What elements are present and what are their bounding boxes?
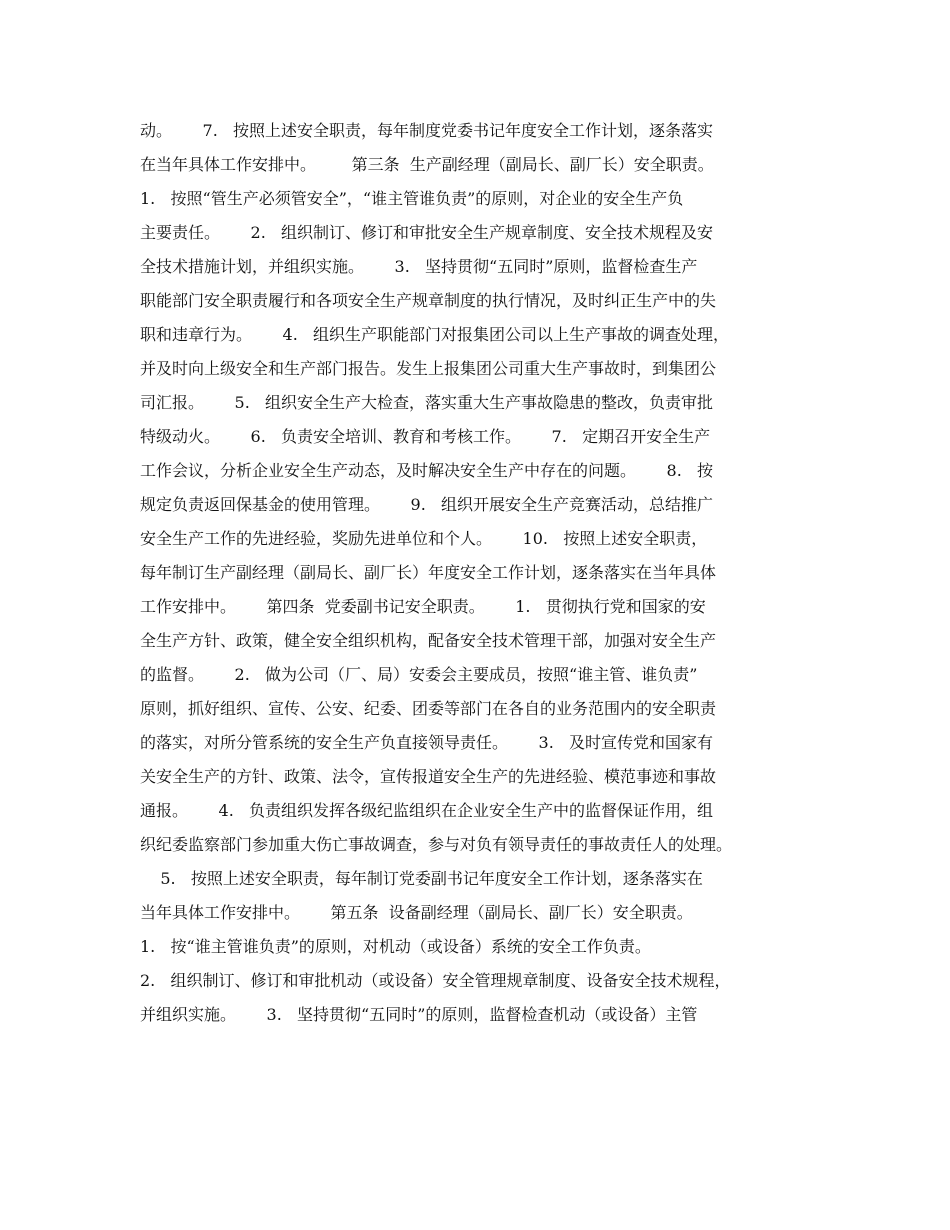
text-line: 职能部门安全职责履行和各项安全生产规章制度的执行情况，及时纠正生产中的失 bbox=[140, 291, 717, 310]
text-line: 1. 按“谁主管谁负责”的原则，对机动（或设备）系统的安全工作负责。 bbox=[140, 937, 651, 956]
text-line: 在当年具体工作安排中。 第三条 生产副经理（副局长、副厂长）安全职责。 bbox=[140, 155, 714, 174]
text-line: 职和违章行为。 4. 组织生产职能部门对报集团公司以上生产事故的调查处理， bbox=[140, 325, 730, 344]
text-line: 5. 按照上述安全职责，每年制订党委副书记年度安全工作计划，逐条落实在 bbox=[140, 869, 703, 888]
text-line: 原则，抓好组织、宣传、公安、纪委、团委等部门在各自的业务范围内的安全职责 bbox=[140, 699, 717, 718]
text-line: 通报。 4. 负责组织发挥各级纪监组织在企业安全生产中的监督保证作用，组 bbox=[140, 801, 714, 820]
text-line: 并及时向上级安全和生产部门报告。发生上报集团公司重大生产事故时，到集团公 bbox=[140, 359, 717, 378]
text-line: 安全生产工作的先进经验，奖励先进单位和个人。 10. 按照上述安全职责， bbox=[140, 529, 708, 548]
text-line: 每年制订生产副经理（副局长、副厂长）年度安全工作计划，逐条落实在当年具体 bbox=[140, 563, 717, 582]
text-line: 全技术措施计划，并组织实施。 3. 坚持贯彻“五同时”原则，监督检查生产 bbox=[140, 257, 698, 276]
body-text bbox=[140, 114, 820, 1032]
text-line: 的监督。 2. 做为公司（厂、局）安委会主要成员，按照“谁主管、谁负责” bbox=[140, 665, 698, 684]
text-line: 织纪委监察部门参加重大伤亡事故调查，参与对负有领导责任的事故责任人的处理。 bbox=[140, 835, 733, 854]
text-line: 动。 7. 按照上述安全职责，每年制度党委书记年度安全工作计划，逐条落实 bbox=[140, 121, 714, 140]
text-line: 工作会议，分析企业安全生产动态，及时解决安全生产中存在的问题。 8. 按 bbox=[140, 461, 714, 480]
text-line: 并组织实施。 3. 坚持贯彻“五同时”的原则，监督检查机动（或设备）主管 bbox=[140, 1005, 698, 1024]
text-line: 规定负责返回保基金的使用管理。 9. 组织开展安全生产竞赛活动，总结推广 bbox=[140, 495, 714, 514]
text-line: 2. 组织制订、修订和审批机动（或设备）安全管理规章制度、设备安全技术规程， bbox=[140, 971, 731, 990]
text-line: 1. 按照“管生产必须管安全”，“谁主管谁负责”的原则，对企业的安全生产负 bbox=[140, 189, 684, 208]
text-line: 主要责任。 2. 组织制订、修订和审批安全生产规章制度、安全技术规程及安 bbox=[140, 223, 714, 242]
text-line: 司汇报。 5. 组织安全生产大检查，落实重大生产事故隐患的整改，负责审批 bbox=[140, 393, 714, 412]
text-line: 关安全生产的方针、政策、法令，宣传报道安全生产的先进经验、模范事迹和事故 bbox=[140, 767, 717, 786]
text-line: 工作安排中。 第四条 党委副书记安全职责。 1. 贯彻执行党和国家的安 bbox=[140, 597, 706, 616]
text-line: 的落实，对所分管系统的安全生产负直接领导责任。 3. 及时宣传党和国家有 bbox=[140, 733, 714, 752]
text-line: 当年具体工作安排中。 第五条 设备副经理（副局长、副厂长）安全职责。 bbox=[140, 903, 693, 922]
text-line: 全生产方针、政策，健全安全组织机构，配备安全技术管理干部，加强对安全生产 bbox=[140, 631, 717, 650]
text-line: 特级动火。 6. 负责安全培训、教育和考核工作。 7. 定期召开安全生产 bbox=[140, 427, 711, 446]
